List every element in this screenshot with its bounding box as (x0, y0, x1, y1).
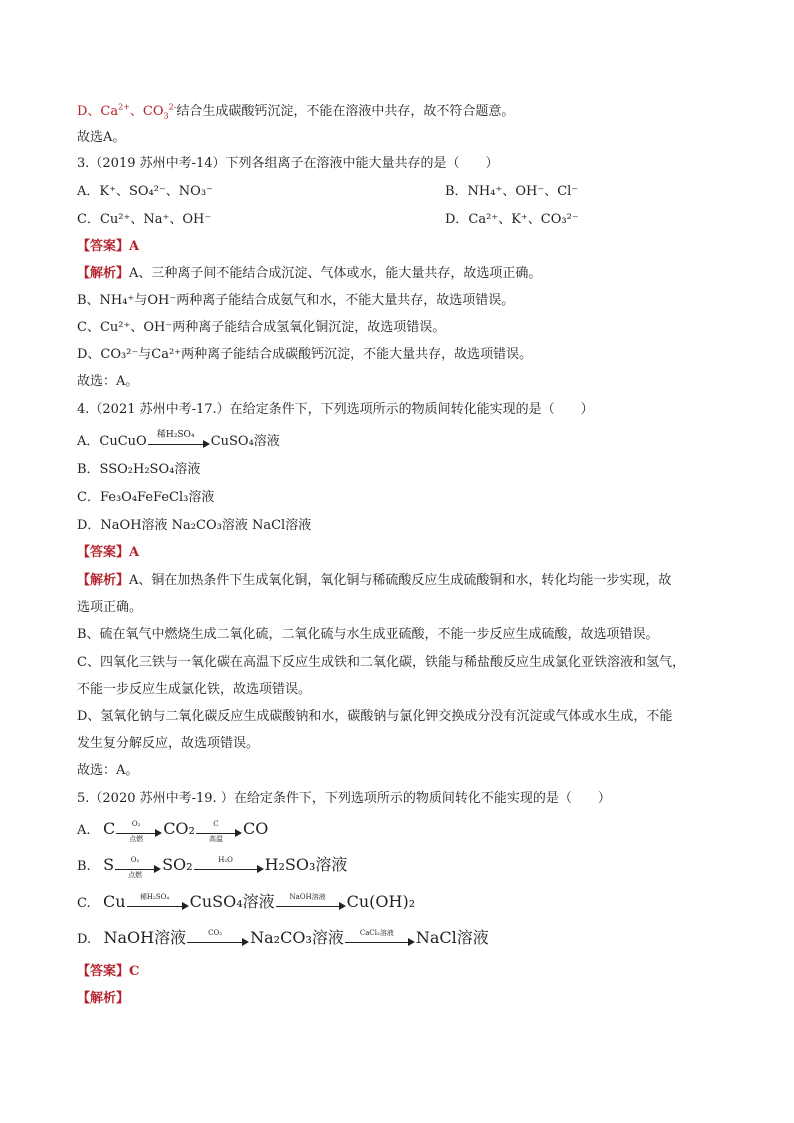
q4-analysis-a1 (77, 572, 671, 590)
arrow-reagent: 稀H₂SO₄ (139, 892, 170, 901)
q4-option-b: B．SSO₂H₂SO₄溶液 (77, 462, 201, 477)
answer-value: A (129, 239, 140, 254)
species: NaCl溶液 (415, 928, 489, 947)
q5-option-d (77, 929, 489, 949)
q3-analysis-a (77, 265, 541, 283)
q3-choice: 故选：A。 (77, 374, 139, 389)
q3-option-c: C．Cu²⁺、Na⁺、OH⁻ (77, 212, 212, 227)
reaction-arrow (276, 892, 346, 911)
prev-choice: 故选A。 (77, 130, 126, 145)
q4-analysis-a2: 选项正确。 (77, 600, 143, 615)
species: Na₂CO₃溶液 (250, 928, 344, 947)
q5-option-c (77, 893, 415, 913)
q3-analysis-d: D、CO₃²⁻与Ca²⁺两种离子能结合成碳酸钙沉淀，不能大量共存，故选项错误。 (77, 347, 533, 362)
text: A．CuCuO (77, 434, 147, 449)
text: A、铜在加热条件下生成氧化铜，氧化铜与稀硫酸反应生成硫酸铜和水，转化均能一步实现，故 (129, 573, 672, 588)
q4-stem: 4.（2021 苏州中考-17.）在给定条件下，下列选项所示的物质间转化能实现的是（ ） (77, 402, 594, 417)
reaction-arrow (116, 819, 162, 843)
arrow-reagent: O₂ (130, 855, 140, 864)
text: CuSO₄溶液 (210, 434, 280, 449)
q3-analysis-b: B、NH₄⁺与OH⁻两种离子能结合成氨气和水，不能大量共存，故选项错误。 (77, 293, 515, 308)
q4-analysis-c2: 不能一步反应生成氯化铁，故选项错误。 (77, 682, 312, 697)
reaction-arrow (115, 855, 161, 879)
q4-option-c: C．Fe₃O₄FeFeCl₃溶液 (77, 490, 215, 505)
q4-option-a (77, 429, 280, 451)
species: CO (242, 819, 269, 838)
q3-analysis-c: C、Cu²⁺、OH⁻两种离子能结合成氢氧化铜沉淀，故选项错误。 (77, 320, 446, 335)
option-label: A. (77, 823, 91, 838)
q5-stem: 5.（2020 苏州中考-19. ）在给定条件下，下列选项所示的物质间转化不能实现的是（ ） (77, 791, 611, 806)
reaction-arrow (127, 892, 189, 911)
species: Cu(OH)₂ (346, 892, 416, 911)
species: SO₂ (162, 855, 193, 874)
arrow-reagent: H₂O (218, 855, 233, 864)
species: C (102, 819, 116, 838)
species: S (103, 855, 115, 874)
q3-option-d: D．Ca²⁺、K⁺、CO₃²⁻ (445, 212, 579, 227)
analysis-label: 【解析】 (77, 573, 130, 588)
q3-answer (77, 238, 139, 256)
arrow-reagent: 稀H₂SO₄ (156, 429, 195, 440)
q5-analysis-label: 【解析】 (77, 991, 130, 1006)
reaction-arrow (148, 429, 210, 449)
option-label: C. (77, 896, 91, 911)
arrow-reagent: C (213, 819, 219, 828)
species: CO₂ (163, 819, 195, 838)
arrow-condition: 点燃 (128, 870, 143, 879)
answer-value: A (129, 545, 140, 560)
answer-label: 【答案】 (77, 964, 130, 979)
text: D、Ca (77, 104, 119, 119)
q4-analysis-d1: D、氢氧化钠与二氧化碳反应生成碳酸钠和水，碳酸钠与氯化钾交换成分没有沉淀或气体或水生成，不能 (77, 709, 673, 724)
q4-analysis-d2: 发生复分解反应，故选项错误。 (77, 736, 260, 751)
q4-analysis-b: B、硫在氧气中燃烧生成二氧化硫，二氧化硫与水生成亚硫酸，不能一步反应生成硫酸，故选项错误。 (77, 627, 659, 642)
q4-analysis-c1: C、四氧化三铁与一氧化碳在高温下反应生成铁和二氧化碳，铁能与稀盐酸反应生成氯化亚铁溶液和氢气， (77, 655, 685, 670)
answer-value: C (129, 964, 140, 979)
answer-label: 【答案】 (77, 239, 130, 254)
arrow-condition: 点燃 (129, 834, 144, 843)
arrow-reagent: O₂ (131, 819, 141, 828)
answer-label: 【答案】 (77, 545, 130, 560)
prev-option-d-analysis: D、$Ca^{2+}$、$CO_3^{2-}$结合生成碳酸钙沉淀，不能在溶液中共存，故不符合题意。 (77, 102, 515, 121)
species: Cu (103, 892, 126, 911)
analysis-label: 【解析】 (77, 266, 130, 281)
reaction-arrow (187, 928, 249, 947)
text: 、CO (129, 104, 164, 119)
species: H₂SO₃溶液 (264, 855, 348, 874)
q3-options-row1 (77, 183, 717, 201)
reaction-arrow (194, 855, 264, 874)
arrow-reagent: CO₂ (208, 928, 223, 937)
q3-stem: 3.（2019 苏州中考-14）下列各组离子在溶液中能大量共存的是（ ） (77, 156, 499, 171)
q5-option-b (77, 855, 348, 879)
arrow-reagent: NaOH溶液 (289, 892, 326, 901)
reaction-arrow (345, 928, 415, 947)
q4-answer (77, 544, 139, 562)
reaction-arrow (196, 819, 242, 843)
q5-answer (77, 963, 139, 981)
arrow-reagent: CaCl₂溶液 (359, 928, 394, 937)
text: A、三种离子间不能结合成沉淀、气体或水，能大量共存，故选项正确。 (129, 266, 542, 281)
q3-options-row2 (77, 211, 717, 229)
q3-option-a: A．K⁺、SO₄²⁻、NO₃⁻ (77, 184, 213, 199)
q4-option-d: D．NaOH溶液 Na₂CO₃溶液 NaCl溶液 (77, 518, 312, 533)
species: NaOH溶液 (103, 928, 187, 947)
q4-choice: 故选：A。 (77, 763, 139, 778)
arrow-condition: 高温 (208, 834, 223, 843)
option-label: B. (77, 859, 91, 874)
option-label: D. (77, 932, 92, 947)
text: 结合生成碳酸钙沉淀，不能在溶液中共存，故不符合题意。 (176, 104, 515, 119)
species: CuSO₄溶液 (189, 892, 275, 911)
q5-option-a (77, 819, 269, 843)
q3-option-b: B．NH₄⁺、OH⁻、Cl⁻ (445, 184, 579, 199)
